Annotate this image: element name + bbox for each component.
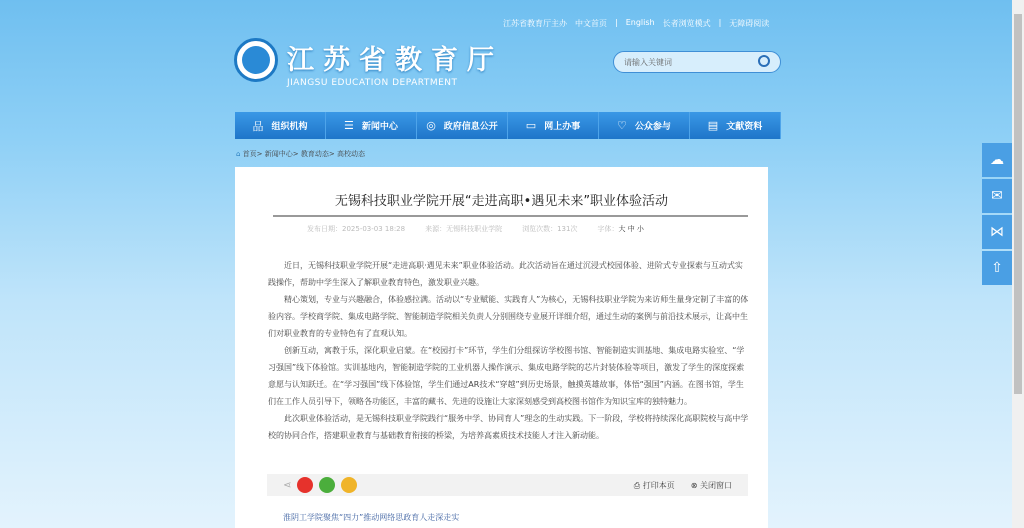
- elder-mode-link[interactable]: 长者浏览模式: [662, 19, 711, 28]
- view-count: 浏览次数：131次: [522, 225, 578, 233]
- paragraph: 此次职业体验活动，是无锡科技职业学院践行“服务中学、协同育人”理念的生动实践。下一阶段，学校将持续深化高职院校与高中学校的协同合作，搭建职业教育与基础教育衔接的桥梁，为培养高素质技术技能人才注入新动能。: [268, 414, 749, 440]
- nav-label: 文献资料: [726, 122, 763, 132]
- nav-label: 新闻中心: [361, 122, 398, 132]
- brand-cn: 江苏省教育厅: [287, 45, 503, 76]
- org-icon: 品: [252, 119, 264, 133]
- search-input[interactable]: [613, 51, 781, 73]
- qzone-share-icon[interactable]: [341, 477, 357, 493]
- article-body: [268, 257, 750, 444]
- print-label: 打印本页: [642, 480, 675, 490]
- butterfly-icon[interactable]: ⋈: [982, 215, 1012, 249]
- nav-label: 公众参与: [634, 122, 671, 132]
- home-link[interactable]: 中文首页: [575, 19, 607, 28]
- weibo-share-icon[interactable]: [297, 477, 313, 493]
- emblem-icon: [242, 46, 270, 74]
- brand: [287, 38, 503, 88]
- news-icon: ☰: [344, 119, 354, 132]
- info-icon: ◎: [426, 119, 436, 132]
- source: 来源：无锡科技职业学院: [425, 225, 503, 233]
- wechat-share-icon[interactable]: [319, 477, 335, 493]
- nav-label: 政府信息公开: [443, 122, 498, 132]
- back-to-top-icon[interactable]: ⇧: [982, 251, 1012, 285]
- search-icon[interactable]: [758, 55, 770, 67]
- breadcrumb-text[interactable]: 首页> 新闻中心> 教育动态> 高校动态: [242, 150, 365, 158]
- logo[interactable]: [234, 38, 278, 82]
- related-link[interactable]: 淮阴工学院聚焦“四力”推动网络思政育人走深走实: [283, 513, 460, 522]
- archive-icon: ▤: [707, 119, 719, 132]
- float-toolbar: [982, 143, 1012, 287]
- monitor-icon: ▭: [525, 119, 537, 132]
- share-icon: ⋖: [283, 479, 292, 491]
- nav-label: 网上办事: [544, 122, 581, 132]
- nav-item[interactable]: [690, 112, 781, 139]
- nav-item[interactable]: [599, 112, 690, 139]
- nav-item[interactable]: [508, 112, 599, 139]
- accessible-link[interactable]: 无障碍阅读: [729, 19, 770, 28]
- main-nav: [235, 112, 781, 139]
- nav-label: 组织机构: [271, 122, 308, 132]
- font-label: 字体：: [597, 225, 619, 233]
- breadcrumb: [236, 149, 365, 159]
- article-title: 无锡科技职业学院开展“走进高职•遇见未来”职业体验活动: [334, 194, 669, 209]
- share-bar: [267, 474, 748, 496]
- wechat-icon[interactable]: ✉: [982, 179, 1012, 213]
- close-icon: ⊗: [690, 480, 700, 490]
- paragraph: 近日，无锡科技职业学院开展“走进高职·遇见未来”职业体验活动。此次活动旨在通过沉浸式校园体验、进阶式专业探索与互动式实践操作，帮助中学生深入了解职业教育特色，激发职业兴趣。: [268, 261, 743, 287]
- article-meta: [307, 224, 644, 234]
- nav-item[interactable]: [326, 112, 417, 139]
- close-window-button[interactable]: [691, 480, 732, 491]
- close-label: 关闭窗口: [700, 480, 732, 490]
- divider: [273, 215, 748, 217]
- nav-item[interactable]: [417, 112, 508, 139]
- article-card: [235, 167, 768, 528]
- nav-item[interactable]: [235, 112, 326, 139]
- weibo-icon[interactable]: ☁: [982, 143, 1012, 177]
- top-links: 江苏省教育厅主办 中文首页 | English 长者浏览模式 | 无障碍阅读: [503, 18, 770, 28]
- host-label: 江苏省教育厅主办: [503, 19, 567, 28]
- search-placeholder: 请输入关键词: [624, 58, 672, 67]
- home-icon[interactable]: ⌂: [236, 150, 243, 158]
- publish-date: 发布日期：2025-03-03 18:28: [307, 225, 406, 233]
- scroll-thumb[interactable]: [1014, 14, 1022, 394]
- font-size-switch[interactable]: 大 中 小: [618, 225, 644, 233]
- heart-icon: ♡: [617, 119, 627, 132]
- paragraph: 精心策划，专业与兴趣融合，体验感拉满。活动以“专业赋能、实践育人”为核心，无锡科技职业学院为来访师生量身定制了丰富的体验内容。学校商学院、集成电路学院、智能制造学院相关负责人分别围绕专业展开详细介绍，通过生动的案例与前沿技术展示，让高中生们对职业教育的专业特色有了直观认知。: [268, 295, 749, 338]
- print-button[interactable]: [634, 480, 675, 491]
- printer-icon: ⎙: [633, 480, 643, 490]
- english-link[interactable]: English: [625, 18, 655, 27]
- paragraph: 创新互动，寓教于乐，深化职业启蒙。在“校园打卡”环节，学生们分组探访学校图书馆、智能制造实训基地、集成电路实验室、“学习强国”线下体验馆。实训基地内，智能制造学院的工业机器人操作演示、集成电路学院的芯片封装体验等项目，激发了学生的深度探索意愿与认知跃迁。在“学习强国”线下体验馆，学生们通过AR技术“穿越”到历史场景，触摸英雄故事，体悟“强国”内涵。在图书馆，学生们在工作人员引导下，领略各功能区，丰富的藏书、先进的设施让大家深刻感受到高校图书馆作为知识宝库的独特魅力。: [268, 346, 745, 406]
- brand-en: JIANGSU EDUCATION DEPARTMENT: [287, 78, 458, 88]
- scrollbar[interactable]: [1012, 0, 1024, 528]
